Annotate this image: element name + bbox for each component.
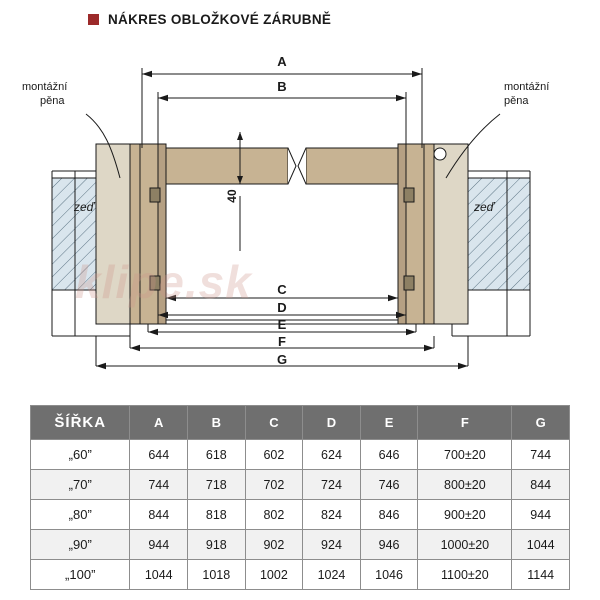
table-row	[31, 560, 570, 590]
label-foam-right-line1: montážní	[504, 81, 550, 93]
cell-e: 846	[360, 500, 418, 530]
cell-g: 1044	[512, 530, 570, 560]
cell-d: 824	[303, 500, 361, 530]
cell-f: 800±20	[418, 470, 512, 500]
cell-d: 1024	[303, 560, 361, 590]
frame-right	[398, 144, 468, 324]
cell-e: 646	[360, 440, 418, 470]
table-header-d: D	[303, 406, 361, 440]
cell-b: 1018	[188, 560, 246, 590]
label-foam-left-line2: pěna	[40, 95, 65, 107]
cell-g: 1144	[512, 560, 570, 590]
label-dim-g: G	[276, 352, 288, 367]
table-header-g: G	[512, 406, 570, 440]
cell-d: 624	[303, 440, 361, 470]
cell-a: 644	[130, 440, 188, 470]
label-foam-left-line1: montážní	[22, 81, 68, 93]
label-dim-b: B	[277, 79, 287, 94]
cell-a: 944	[130, 530, 188, 560]
cell-e: 946	[360, 530, 418, 560]
table-row	[31, 440, 570, 470]
table-row	[31, 530, 570, 560]
label-wall-left: zeď	[74, 200, 95, 214]
cell-e: 746	[360, 470, 418, 500]
row-label: „60”	[31, 440, 130, 470]
row-label: „80”	[31, 500, 130, 530]
row-label: „100”	[31, 560, 130, 590]
dim-b	[158, 92, 406, 148]
label-dim-e: E	[277, 317, 287, 332]
cell-g: 844	[512, 470, 570, 500]
label-dim-c: C	[277, 282, 287, 297]
cell-d: 924	[303, 530, 361, 560]
cell-g: 944	[512, 500, 570, 530]
cell-f: 1100±20	[418, 560, 512, 590]
table-row	[31, 470, 570, 500]
door-frame-diagram	[0, 36, 600, 396]
table-header-row	[31, 406, 570, 440]
table-header-sirka: ŠÍŘKA	[31, 406, 130, 440]
cell-a: 844	[130, 500, 188, 530]
watermark: klipe.sk	[75, 256, 252, 308]
page-title	[88, 12, 331, 27]
label-dim-a: A	[277, 54, 287, 69]
label-dim-f: F	[278, 334, 286, 349]
label-dim-d: D	[277, 300, 287, 315]
row-label: „90”	[31, 530, 130, 560]
label-dim-40: 40	[225, 189, 239, 203]
cell-b: 818	[188, 500, 246, 530]
cell-b: 918	[188, 530, 246, 560]
cell-a: 744	[130, 470, 188, 500]
cell-d: 724	[303, 470, 361, 500]
dimension-table-wrapper	[30, 405, 570, 590]
row-label: „70”	[31, 470, 130, 500]
table-header-b: B	[188, 406, 246, 440]
frame-left	[96, 144, 166, 324]
table-row	[31, 500, 570, 530]
lintel-top	[166, 148, 398, 184]
table-header-e: E	[360, 406, 418, 440]
table-header-a: A	[130, 406, 188, 440]
label-foam-right-line2: pěna	[504, 95, 529, 107]
page-title-text: NÁKRES OBLOŽKOVÉ ZÁRUBNĚ	[108, 12, 332, 27]
cell-f: 1000±20	[418, 530, 512, 560]
cell-g: 744	[512, 440, 570, 470]
title-marker-icon	[88, 14, 99, 25]
cell-a: 1044	[130, 560, 188, 590]
table-header-c: C	[245, 406, 303, 440]
dimension-table	[30, 405, 570, 590]
cell-f: 900±20	[418, 500, 512, 530]
cell-c: 1002	[245, 560, 303, 590]
cell-c: 702	[245, 470, 303, 500]
table-header-f: F	[418, 406, 512, 440]
cell-f: 700±20	[418, 440, 512, 470]
cell-b: 618	[188, 440, 246, 470]
cell-e: 1046	[360, 560, 418, 590]
cell-c: 602	[245, 440, 303, 470]
label-wall-right: zeď	[474, 200, 495, 214]
cell-c: 802	[245, 500, 303, 530]
cell-b: 718	[188, 470, 246, 500]
cell-c: 902	[245, 530, 303, 560]
